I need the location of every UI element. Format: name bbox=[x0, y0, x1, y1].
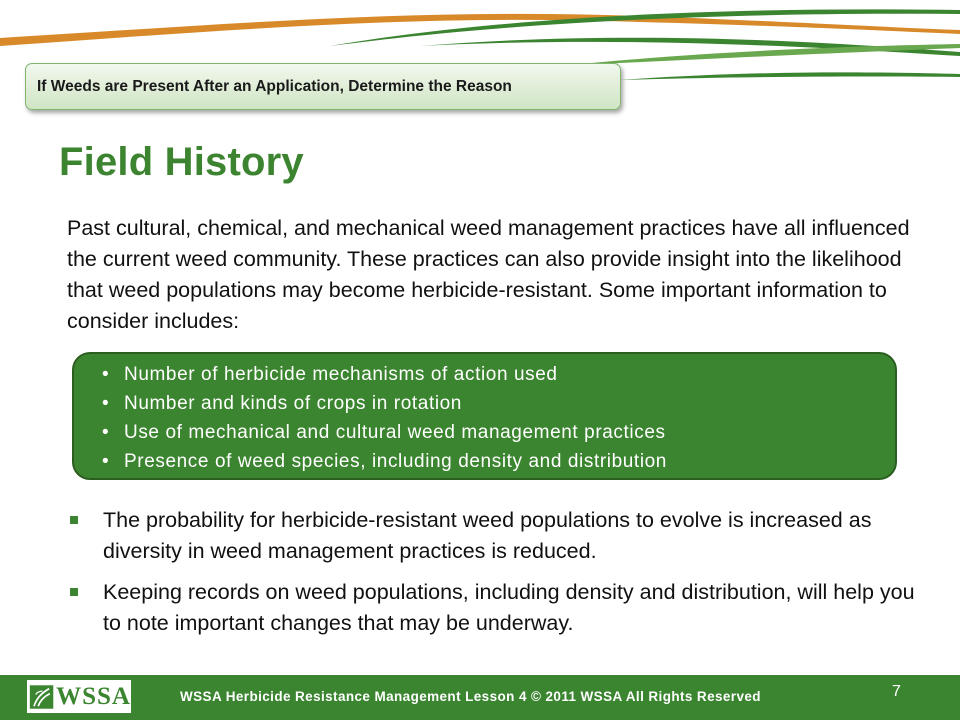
section-banner-text: If Weeds are Present After an Application, Determine the Reason bbox=[37, 77, 512, 95]
key-points-list bbox=[67, 505, 917, 649]
consideration-item bbox=[102, 447, 895, 476]
round-bullet-icon: • bbox=[102, 393, 110, 414]
round-bullet-icon: • bbox=[102, 364, 110, 385]
wssa-logo-mark-icon bbox=[29, 682, 54, 712]
page-number: 7 bbox=[892, 683, 901, 700]
slide-title: Field History bbox=[59, 140, 304, 184]
footer-copyright: WSSA Herbicide Resistance Management Lesson 4 © 2011 WSSA All Rights Reserved bbox=[180, 689, 761, 704]
consideration-text: Presence of weed species, including density and distribution bbox=[124, 451, 667, 472]
key-point-text: Keeping records on weed populations, including density and distribution, will help you to note important changes that may be underway. bbox=[103, 580, 915, 635]
logo-text: WSSA bbox=[56, 683, 131, 710]
key-point-item bbox=[67, 505, 917, 567]
section-banner bbox=[25, 63, 621, 110]
wssa-logo bbox=[27, 680, 131, 713]
consideration-item bbox=[102, 418, 895, 447]
consideration-text: Number of herbicide mechanisms of action used bbox=[124, 364, 558, 385]
key-point-text: The probability for herbicide-resistant weed populations to evolve is increased as diversity in weed management practices is reduced. bbox=[103, 508, 872, 563]
key-point-item bbox=[67, 577, 917, 639]
footer-bar bbox=[0, 675, 960, 720]
round-bullet-icon: • bbox=[102, 451, 110, 472]
consideration-text: Use of mechanical and cultural weed management practices bbox=[124, 422, 666, 443]
consideration-item bbox=[102, 360, 895, 389]
round-bullet-icon: • bbox=[102, 422, 110, 443]
consideration-item bbox=[102, 389, 895, 418]
intro-paragraph: Past cultural, chemical, and mechanical weed management practices have all influenced the current weed community. These practices can also provide insight into the likelihood that weed populations may become herbicide-resistant. Some important information to consider includes: bbox=[67, 216, 910, 333]
square-bullet-icon bbox=[70, 588, 78, 596]
consideration-text: Number and kinds of crops in rotation bbox=[124, 393, 462, 414]
square-bullet-icon bbox=[70, 516, 78, 524]
considerations-box bbox=[72, 352, 897, 480]
considerations-list bbox=[102, 360, 895, 476]
